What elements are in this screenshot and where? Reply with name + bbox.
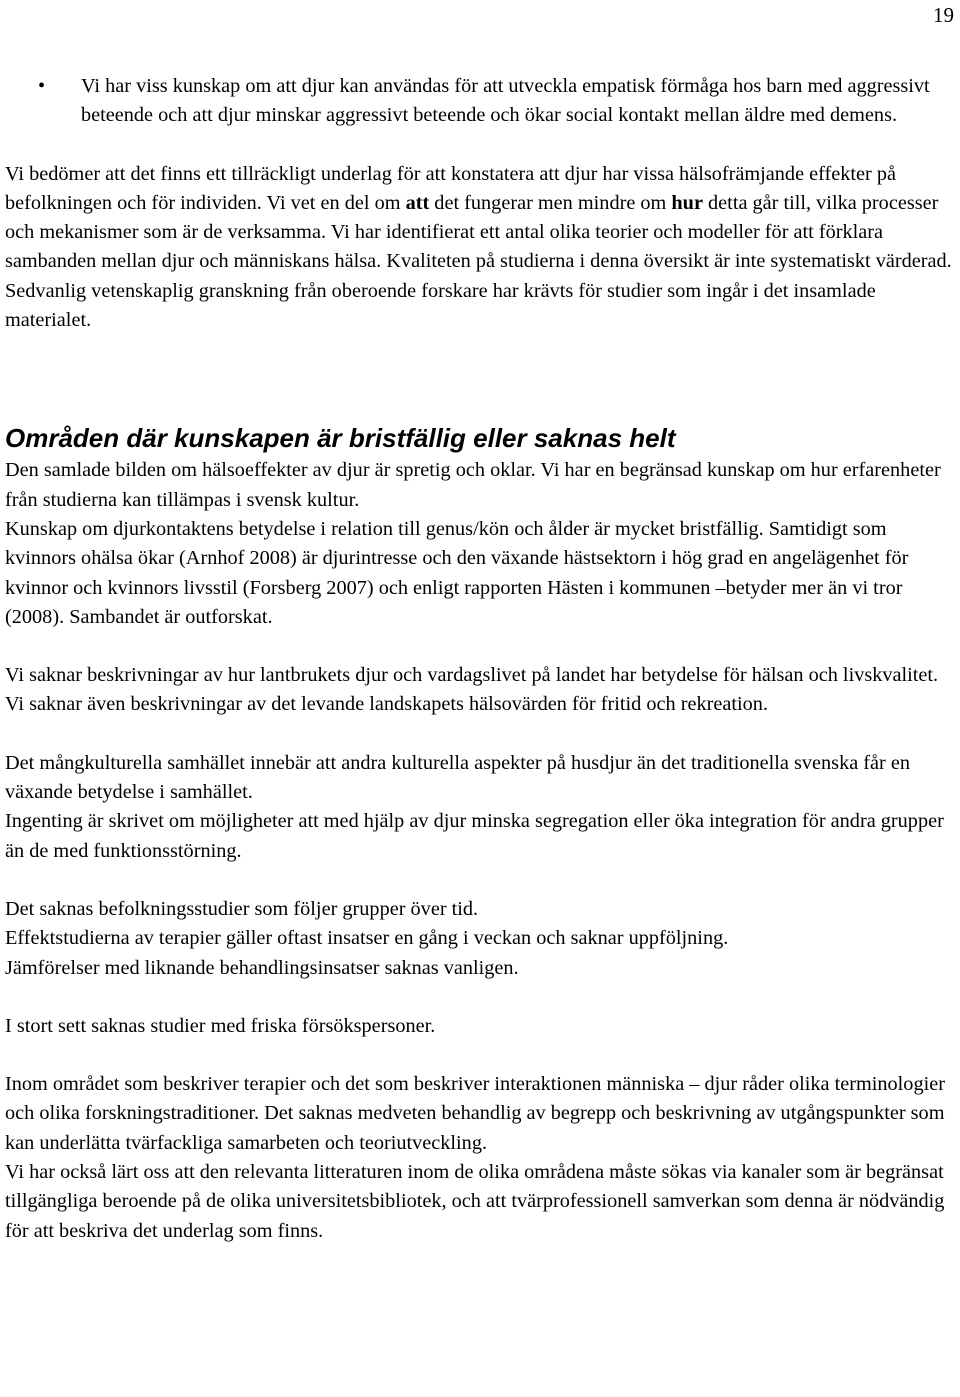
spacer (5, 131, 955, 160)
bullet-list-item (5, 72, 955, 131)
spacer (5, 335, 955, 421)
summary-text-2: det fungerar men mindre om (429, 191, 672, 214)
spacer (5, 866, 955, 895)
summary-paragraph (5, 160, 955, 336)
spacer (5, 720, 955, 749)
summary-bold-hur: hur (671, 191, 703, 214)
document-body (5, 72, 955, 1246)
summary-text-1: Vi bedömer att det finns ett tillräckligt underlag för att konstatera att djur har vissa hälsofrämjande effekter på befolkningen och för individen. Vi vet en del om (5, 162, 897, 214)
spacer (5, 1041, 955, 1070)
paragraph-integration: Ingenting är skrivet om möjligheter att med hjälp av djur minska segregation eller öka integration för andra grupper än de med funktionsstörning. (5, 810, 944, 862)
paragraph-comparisons: Jämförelser med liknande behandlingsinsatser saknas vanligen. (5, 956, 519, 979)
paragraph-terminology: Inom området som beskriver terapier och det som beskriver interaktionen människa – djur råder olika terminologier och olika forskningstraditioner. Det saknas medveten behandlig av begrepp och beskrivning av utgångspunkter som kan underlätta tvärfackliga samarbeten och teoriutveckling. (5, 1073, 945, 1154)
paragraph-multicultural: Det mångkulturella samhället innebär att andra kulturella aspekter på husdjur än det traditionella svenska får en växande betydelse i samhället. (5, 751, 911, 804)
paragraph-population-studies: Det saknas befolkningsstudier som följer grupper över tid. (5, 897, 479, 920)
paragraph-gender-age: Kunskap om djurkontaktens betydelse i relation till genus/kön och ålder är mycket bristfällig. Samtidigt som kvinnors ohälsa ökar (Arnhof 2008) är djurintresse och den växande hästsektorn i hög grad en angelägenhet för kvinnor och kvinnors livsstil (Forsberg 2007) och enligt rapporten Hästen i kommunen –betyder mer än vi tror (2008). Sambandet är outforskat. (5, 517, 909, 628)
summary-bold-att: att (405, 191, 430, 214)
paragraph-effect-studies: Effektstudierna av terapier gäller oftast insatser en gång i veckan och saknar uppföljning. (5, 927, 729, 950)
paragraph-rural-life: Vi saknar beskrivningar av hur lantbrukets djur och vardagslivet på landet har betydelse för hälsan och livskvalitet. Vi saknar även beskrivningar av det levande landskapets hälsovärden för fritid och rekreation. (5, 664, 939, 716)
section-heading: Områden där kunskapen är bristfällig eller saknas helt (5, 423, 676, 454)
spacer (5, 983, 955, 1012)
bullet-icon: • (38, 75, 46, 97)
paragraph-literature: Vi har också lärt oss att den relevanta litteraturen inom de olika områdena måste sökas via kanaler som är begränsat tillgängliga beroende på de olika universitetsbibliotek, och att tvärprofessionell samverkan som denna är nödvändig för att beskriva det underlag som finns. (5, 1161, 945, 1242)
bullet-text: Vi har viss kunskap om att djur kan användas för att utveckla empatisk förmåga hos barn med aggressivt beteende och att djur minskar aggressivt beteende och ökar social kontakt mellan äldre med demens. (81, 75, 930, 127)
page-number: 19 (933, 3, 954, 27)
summary-text-3: detta går till, vilka processer och mekanismer som är de verksamma. Vi har identifierat ett antal olika teorier och modeller för att förklara sambanden mellan djur och människans hälsa. Kvaliteten på studierna i denna översikt är inte systematiskt värderad. Sedvanlig vetenskaplig granskning från oberoende forskare har krävts för studier som ingår i det insamlade materialet. (5, 191, 952, 332)
paragraph-healthy-subjects: I stort sett saknas studier med friska försökspersoner. (5, 1014, 436, 1037)
paragraph-overview: Den samlade bilden om hälsoeffekter av djur är spretig och oklar. Vi har en begränsad kunskap om hur erfarenheter från studierna kan tillämpas i svensk kultur. (5, 459, 941, 511)
spacer (5, 632, 955, 661)
